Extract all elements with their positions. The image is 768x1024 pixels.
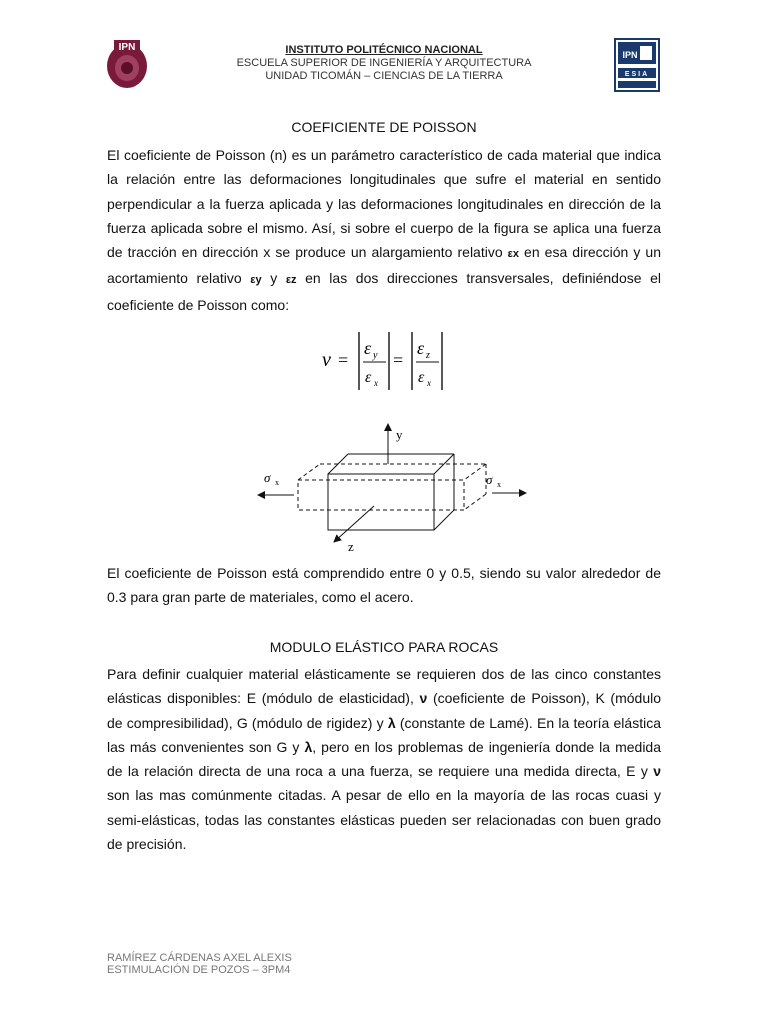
epsilon-y-symbol: εy: [250, 274, 262, 287]
nu-symbol-1: ν: [419, 690, 428, 707]
formula-equals-2: =: [393, 350, 404, 370]
lambda-symbol-2: λ: [304, 738, 313, 755]
epsilon-z-symbol: εz: [285, 274, 297, 287]
sigma-right-label: σ: [486, 472, 493, 487]
formula-nu: ν: [322, 349, 331, 371]
modulo-text-c: (constante de Lamé). En la teoría elástica las más convenientes son G y: [107, 714, 661, 755]
modulo-text-a: Para definir cualquier material elásticamente se requieren dos de las cinco constantes elásticas disponibles: E (módulo de elasticidad),: [107, 666, 661, 707]
document-footer: [107, 952, 292, 976]
esia-logo: [614, 38, 660, 92]
esia-logo-ipn-text: IPN: [622, 50, 638, 60]
sigma-left-sub: x: [275, 478, 279, 487]
sigma-right-sub: x: [497, 480, 501, 489]
school-name: ESCUELA SUPERIOR DE INGENIERÍA Y ARQUITECTURA: [236, 57, 532, 69]
lambda-symbol-1: λ: [387, 714, 396, 731]
poisson-paragraph: [107, 143, 661, 317]
section-title-poisson: COEFICIENTE DE POISSON: [291, 119, 477, 135]
nu-symbol-2: ν: [653, 763, 661, 780]
course-name: ESTIMULACIÓN DE POZOS – 3PM4: [107, 964, 291, 976]
y-axis-label: y: [396, 427, 403, 442]
section-title-modulo: MODULO ELÁSTICO PARA ROCAS: [269, 639, 499, 655]
formula-eps-x-den-1: ε: [365, 369, 372, 386]
institute-name: INSTITUTO POLITÉCNICO NACIONAL: [285, 44, 483, 56]
formula-sub-x-1: x: [374, 378, 378, 388]
original-body: [328, 454, 454, 530]
poisson-text-a: El coeficiente de Poisson (n) es un parámetro característico de cada material que indica la relación entre las deformaciones longitudinales que sufre el material en sentido perpendicular a la fuerza aplicada y las deformaciones longitudinales en dirección de la fuerza aplicada sobre el mismo. Así, si sobre el cuerpo de la figura se aplica una fuerza de tracción en dirección x se produce un alargamiento relativo: [107, 147, 661, 261]
ipn-logo-text: IPN: [118, 42, 136, 53]
sigma-left-label: σ: [264, 470, 271, 485]
poisson-diagram: [250, 418, 540, 558]
poisson-formula: [320, 330, 450, 392]
formula-eps-z-num: ε: [417, 338, 425, 358]
modulo-text-b: (coeficiente de Poisson), K (módulo de compresibilidad), G (módulo de rigidez) y: [107, 690, 662, 731]
formula-eps-y-num: ε: [364, 338, 372, 358]
formula-sub-x-2: x: [427, 378, 431, 388]
modulo-text-e: son las mas comúnmente citadas. A pesar de ello en la mayoría de las rocas cuasi y semi-elásticas, todas las constantes elásticas pueden ser relacionadas con buen grado de precisión.: [107, 787, 661, 853]
z-axis-arrow: [334, 506, 374, 542]
modulo-text-d: , pero en los problemas de ingeniería donde la medida de la relación directa de una roca a una fuerza, se requiere una medida directa, E y: [107, 738, 661, 780]
poisson-range-text: El coeficiente de Poisson está comprendido entre 0 y 0.5, siendo su valor alrededor de 0.3 para gran parte de materiales, como el acero.: [107, 565, 661, 606]
formula-sub-z: z: [426, 350, 430, 361]
poisson-text-d: en las dos direcciones transversales, definiéndose el coeficiente de Poisson como:: [107, 270, 662, 313]
poisson-text-b: en esa dirección y un acortamiento relativo: [107, 244, 661, 287]
formula-sub-y: y: [373, 350, 378, 361]
poisson-text-c: y: [261, 270, 286, 287]
formula-equals-1: =: [338, 350, 349, 370]
modulo-paragraph: [107, 662, 661, 856]
unit-name: UNIDAD TICOMÁN – CIENCIAS DE LA TIERRA: [265, 70, 503, 82]
z-axis-label: z: [348, 539, 354, 554]
formula-eps-x-den-2: ε: [418, 369, 425, 386]
poisson-range-paragraph: [107, 561, 661, 610]
author-name: RAMÍREZ CÁRDENAS AXEL ALEXIS: [107, 952, 292, 964]
epsilon-x-symbol: εx: [507, 248, 520, 261]
deformed-body-outline: [298, 464, 486, 510]
esia-logo-sub-text: ESIA: [624, 71, 650, 78]
